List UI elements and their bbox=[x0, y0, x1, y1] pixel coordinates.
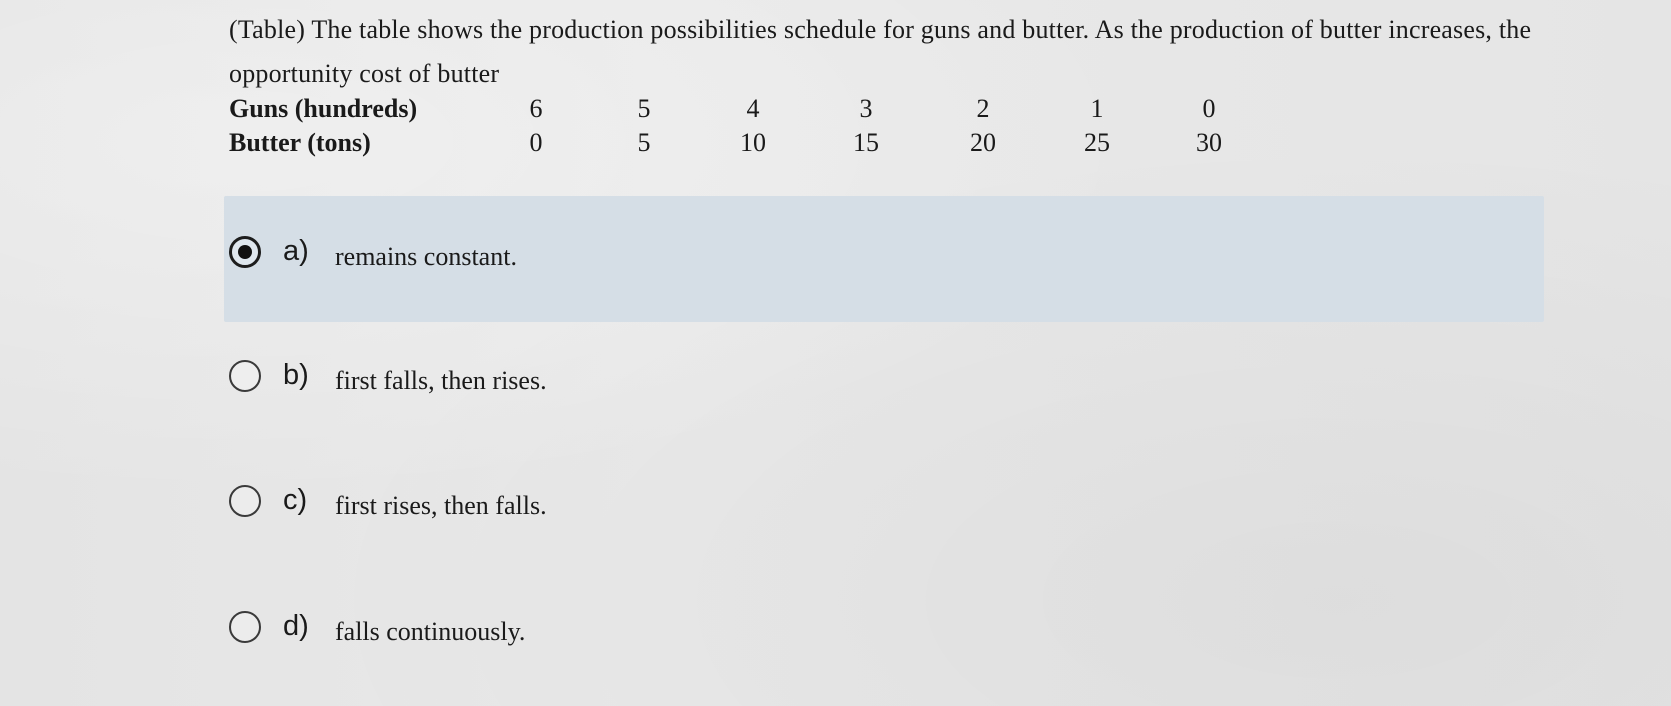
butter-cell: 15 bbox=[853, 128, 879, 157]
radio-button-selected[interactable] bbox=[229, 236, 261, 268]
option-text: falls continuously. bbox=[335, 617, 526, 646]
option-letter: a) bbox=[283, 235, 309, 267]
option-text: first rises, then falls. bbox=[335, 491, 547, 520]
option-letter: b) bbox=[283, 359, 309, 391]
butter-cell: 20 bbox=[970, 128, 996, 157]
answer-option-b[interactable] bbox=[229, 356, 1129, 406]
guns-cell: 2 bbox=[976, 94, 990, 123]
option-letter: d) bbox=[283, 610, 309, 642]
radio-dot-icon bbox=[238, 245, 252, 259]
guns-cell: 6 bbox=[529, 94, 543, 123]
guns-cell: 4 bbox=[746, 94, 760, 123]
butter-cell: 25 bbox=[1084, 128, 1110, 157]
answer-option-c[interactable] bbox=[229, 481, 1129, 531]
guns-cell: 5 bbox=[637, 94, 651, 123]
option-text: first falls, then rises. bbox=[335, 366, 547, 395]
answer-option-a[interactable] bbox=[229, 232, 1129, 282]
guns-cell: 1 bbox=[1090, 94, 1104, 123]
question-text: (Table) The table shows the production possibilities schedule for guns and butter. As the production of butter increases, the opportunity cost of butter bbox=[229, 15, 1532, 88]
radio-button[interactable] bbox=[229, 360, 261, 392]
option-text: remains constant. bbox=[335, 242, 517, 271]
butter-cell: 0 bbox=[529, 128, 543, 157]
butter-cell: 30 bbox=[1196, 128, 1222, 157]
butter-row-label: Butter (tons) bbox=[229, 128, 371, 157]
radio-button[interactable] bbox=[229, 611, 261, 643]
butter-cell: 5 bbox=[637, 128, 651, 157]
butter-cell: 10 bbox=[740, 128, 766, 157]
radio-button[interactable] bbox=[229, 485, 261, 517]
guns-cell: 3 bbox=[859, 94, 873, 123]
option-letter: c) bbox=[283, 484, 308, 516]
guns-cell: 0 bbox=[1202, 94, 1216, 123]
answer-option-d[interactable] bbox=[229, 607, 1129, 657]
guns-row-label: Guns (hundreds) bbox=[229, 94, 418, 123]
